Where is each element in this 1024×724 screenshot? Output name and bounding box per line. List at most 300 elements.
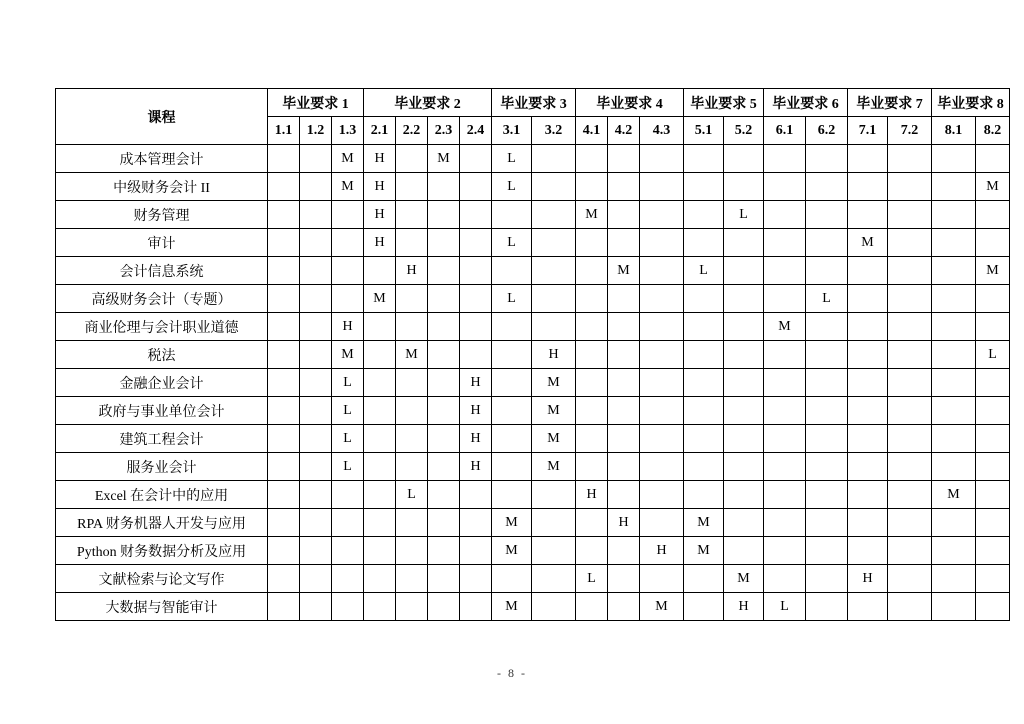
support-level-cell xyxy=(460,257,492,285)
support-level-cell xyxy=(764,509,806,537)
course-name-cell: 审计 xyxy=(56,229,268,257)
support-level-cell xyxy=(976,565,1010,593)
support-level-cell xyxy=(396,369,428,397)
support-level-cell xyxy=(492,453,532,481)
table-row xyxy=(56,201,1010,229)
support-level-cell xyxy=(608,537,640,565)
support-level-cell xyxy=(684,593,724,621)
support-level-cell xyxy=(640,201,684,229)
support-level-cell: L xyxy=(492,285,532,313)
requirement-sub-header: 2.3 xyxy=(428,117,460,145)
support-level-cell xyxy=(848,453,888,481)
support-level-cell: H xyxy=(460,425,492,453)
support-level-cell xyxy=(724,537,764,565)
support-level-cell xyxy=(724,145,764,173)
support-level-cell xyxy=(976,313,1010,341)
support-level-cell: H xyxy=(640,537,684,565)
support-level-cell xyxy=(888,537,932,565)
support-level-cell xyxy=(684,285,724,313)
support-level-cell xyxy=(848,257,888,285)
course-name-cell: 商业伦理与会计职业道德 xyxy=(56,313,268,341)
requirement-group-header: 毕业要求 7 xyxy=(848,89,932,117)
support-level-cell xyxy=(396,201,428,229)
support-level-cell xyxy=(684,565,724,593)
support-level-cell xyxy=(608,593,640,621)
table-row xyxy=(56,565,1010,593)
table-row xyxy=(56,509,1010,537)
course-name-cell: 会计信息系统 xyxy=(56,257,268,285)
support-level-cell xyxy=(608,145,640,173)
support-level-cell: M xyxy=(976,257,1010,285)
support-level-cell xyxy=(724,229,764,257)
support-level-cell xyxy=(724,509,764,537)
support-level-cell xyxy=(640,145,684,173)
support-level-cell xyxy=(976,369,1010,397)
requirement-sub-header: 8.2 xyxy=(976,117,1010,145)
support-level-cell xyxy=(888,201,932,229)
support-level-cell xyxy=(684,425,724,453)
support-level-cell: H xyxy=(332,313,364,341)
support-level-cell xyxy=(532,565,576,593)
support-level-cell: L xyxy=(396,481,428,509)
support-level-cell xyxy=(300,257,332,285)
support-level-cell xyxy=(806,229,848,257)
support-level-cell xyxy=(428,425,460,453)
support-level-cell xyxy=(724,285,764,313)
support-level-cell xyxy=(932,313,976,341)
support-level-cell xyxy=(806,537,848,565)
support-level-cell: H xyxy=(576,481,608,509)
support-level-cell: M xyxy=(492,537,532,565)
support-level-cell xyxy=(848,537,888,565)
support-level-cell xyxy=(364,257,396,285)
support-level-cell xyxy=(888,313,932,341)
support-level-cell xyxy=(396,285,428,313)
course-name-cell: Python 财务数据分析及应用 xyxy=(56,537,268,565)
support-level-cell xyxy=(532,313,576,341)
requirement-group-row xyxy=(56,89,1010,117)
support-level-cell xyxy=(576,509,608,537)
course-name-cell: 建筑工程会计 xyxy=(56,425,268,453)
requirement-sub-header: 5.1 xyxy=(684,117,724,145)
support-level-cell xyxy=(268,201,300,229)
support-level-cell xyxy=(684,369,724,397)
support-level-cell xyxy=(764,425,806,453)
support-level-cell xyxy=(848,425,888,453)
support-level-cell xyxy=(364,565,396,593)
course-requirements-matrix xyxy=(55,88,1010,621)
requirement-sub-header: 3.2 xyxy=(532,117,576,145)
support-level-cell: M xyxy=(848,229,888,257)
support-level-cell xyxy=(576,593,608,621)
support-level-cell: M xyxy=(932,481,976,509)
support-level-cell xyxy=(848,593,888,621)
support-level-cell: H xyxy=(364,201,396,229)
support-level-cell xyxy=(332,481,364,509)
support-level-cell xyxy=(364,537,396,565)
support-level-cell xyxy=(608,565,640,593)
support-level-cell xyxy=(764,453,806,481)
support-level-cell: H xyxy=(532,341,576,369)
support-level-cell xyxy=(684,201,724,229)
support-level-cell: L xyxy=(976,341,1010,369)
support-level-cell xyxy=(396,145,428,173)
support-level-cell: M xyxy=(532,397,576,425)
support-level-cell xyxy=(724,313,764,341)
support-level-cell xyxy=(764,257,806,285)
support-level-cell xyxy=(848,313,888,341)
support-level-cell xyxy=(684,341,724,369)
support-level-cell xyxy=(888,509,932,537)
support-level-cell xyxy=(640,313,684,341)
support-level-cell xyxy=(532,481,576,509)
support-level-cell: M xyxy=(532,369,576,397)
support-level-cell xyxy=(268,369,300,397)
support-level-cell xyxy=(428,341,460,369)
support-level-cell xyxy=(640,453,684,481)
support-level-cell xyxy=(888,593,932,621)
support-level-cell xyxy=(932,397,976,425)
support-level-cell xyxy=(764,369,806,397)
support-level-cell xyxy=(268,173,300,201)
support-level-cell xyxy=(932,537,976,565)
support-level-cell: M xyxy=(332,341,364,369)
requirement-sub-header: 3.1 xyxy=(492,117,532,145)
support-level-cell xyxy=(532,509,576,537)
support-level-cell xyxy=(608,313,640,341)
support-level-cell xyxy=(848,201,888,229)
support-level-cell xyxy=(268,285,300,313)
support-level-cell xyxy=(396,313,428,341)
support-level-cell xyxy=(460,593,492,621)
requirement-group-header: 毕业要求 4 xyxy=(576,89,684,117)
support-level-cell xyxy=(300,425,332,453)
support-level-cell xyxy=(332,537,364,565)
support-level-cell xyxy=(888,425,932,453)
support-level-cell xyxy=(888,145,932,173)
requirement-sub-header: 2.2 xyxy=(396,117,428,145)
support-level-cell xyxy=(576,257,608,285)
support-level-cell xyxy=(684,229,724,257)
support-level-cell xyxy=(576,453,608,481)
support-level-cell xyxy=(428,453,460,481)
support-level-cell: H xyxy=(364,145,396,173)
support-level-cell xyxy=(976,285,1010,313)
support-level-cell xyxy=(848,173,888,201)
support-level-cell xyxy=(976,397,1010,425)
support-level-cell xyxy=(268,257,300,285)
support-level-cell xyxy=(428,397,460,425)
support-level-cell xyxy=(640,509,684,537)
requirement-sub-header: 1.2 xyxy=(300,117,332,145)
support-level-cell xyxy=(364,453,396,481)
support-level-cell: M xyxy=(724,565,764,593)
support-level-cell xyxy=(806,313,848,341)
support-level-cell xyxy=(460,173,492,201)
support-level-cell xyxy=(576,397,608,425)
support-level-cell xyxy=(364,425,396,453)
support-level-cell xyxy=(332,565,364,593)
support-level-cell xyxy=(364,509,396,537)
support-level-cell xyxy=(976,229,1010,257)
support-level-cell xyxy=(268,453,300,481)
support-level-cell xyxy=(764,565,806,593)
support-level-cell xyxy=(300,173,332,201)
support-level-cell xyxy=(576,537,608,565)
support-level-cell xyxy=(932,257,976,285)
support-level-cell xyxy=(268,145,300,173)
support-level-cell xyxy=(532,229,576,257)
support-level-cell: L xyxy=(724,201,764,229)
support-level-cell: M xyxy=(492,593,532,621)
table-row xyxy=(56,481,1010,509)
support-level-cell xyxy=(764,229,806,257)
support-level-cell xyxy=(806,369,848,397)
support-level-cell xyxy=(888,397,932,425)
support-level-cell xyxy=(888,453,932,481)
support-level-cell xyxy=(460,201,492,229)
support-level-cell xyxy=(428,481,460,509)
requirement-group-header: 毕业要求 5 xyxy=(684,89,764,117)
course-name-cell: Excel 在会计中的应用 xyxy=(56,481,268,509)
support-level-cell xyxy=(396,537,428,565)
support-level-cell xyxy=(976,537,1010,565)
support-level-cell xyxy=(428,201,460,229)
support-level-cell xyxy=(724,397,764,425)
support-level-cell xyxy=(532,593,576,621)
support-level-cell xyxy=(300,369,332,397)
support-level-cell xyxy=(428,257,460,285)
course-column-header: 课程 xyxy=(56,89,268,145)
course-name-cell: 高级财务会计（专题） xyxy=(56,285,268,313)
support-level-cell xyxy=(640,285,684,313)
support-level-cell xyxy=(724,257,764,285)
support-level-cell xyxy=(576,145,608,173)
course-name-cell: 税法 xyxy=(56,341,268,369)
support-level-cell xyxy=(932,173,976,201)
support-level-cell xyxy=(932,145,976,173)
course-name-cell: 成本管理会计 xyxy=(56,145,268,173)
support-level-cell xyxy=(848,509,888,537)
support-level-cell xyxy=(364,481,396,509)
support-level-cell xyxy=(364,397,396,425)
support-level-cell xyxy=(888,285,932,313)
support-level-cell xyxy=(300,593,332,621)
support-level-cell: H xyxy=(460,453,492,481)
support-level-cell xyxy=(268,537,300,565)
support-level-cell xyxy=(640,229,684,257)
support-level-cell xyxy=(684,313,724,341)
requirement-sub-header: 2.1 xyxy=(364,117,396,145)
support-level-cell xyxy=(532,285,576,313)
support-level-cell xyxy=(300,537,332,565)
course-name-cell: RPA 财务机器人开发与应用 xyxy=(56,509,268,537)
support-level-cell xyxy=(268,565,300,593)
support-level-cell: L xyxy=(332,397,364,425)
support-level-cell xyxy=(640,565,684,593)
support-level-cell xyxy=(460,509,492,537)
support-level-cell xyxy=(806,453,848,481)
support-level-cell xyxy=(684,453,724,481)
support-level-cell xyxy=(300,341,332,369)
table-row xyxy=(56,425,1010,453)
support-level-cell xyxy=(396,173,428,201)
table-row xyxy=(56,285,1010,313)
requirement-group-header: 毕业要求 2 xyxy=(364,89,492,117)
support-level-cell xyxy=(608,453,640,481)
support-level-cell: M xyxy=(608,257,640,285)
support-level-cell xyxy=(492,565,532,593)
support-level-cell xyxy=(428,509,460,537)
course-name-cell: 文献检索与论文写作 xyxy=(56,565,268,593)
support-level-cell xyxy=(684,145,724,173)
support-level-cell xyxy=(888,565,932,593)
support-level-cell: M xyxy=(684,509,724,537)
support-level-cell xyxy=(932,341,976,369)
support-level-cell: M xyxy=(332,173,364,201)
support-level-cell: L xyxy=(492,173,532,201)
table-row xyxy=(56,229,1010,257)
requirement-sub-header: 2.4 xyxy=(460,117,492,145)
support-level-cell xyxy=(640,173,684,201)
support-level-cell xyxy=(428,565,460,593)
support-level-cell xyxy=(806,593,848,621)
requirement-group-header: 毕业要求 3 xyxy=(492,89,576,117)
support-level-cell xyxy=(532,173,576,201)
requirement-sub-header: 4.2 xyxy=(608,117,640,145)
requirement-group-header: 毕业要求 1 xyxy=(268,89,364,117)
support-level-cell xyxy=(888,173,932,201)
table-row xyxy=(56,313,1010,341)
support-level-cell xyxy=(576,369,608,397)
requirement-group-header: 毕业要求 8 xyxy=(932,89,1010,117)
support-level-cell xyxy=(848,285,888,313)
requirement-sub-header: 4.1 xyxy=(576,117,608,145)
support-level-cell xyxy=(492,369,532,397)
support-level-cell xyxy=(764,397,806,425)
support-level-cell: H xyxy=(396,257,428,285)
support-level-cell xyxy=(492,425,532,453)
support-level-cell xyxy=(300,397,332,425)
support-level-cell: H xyxy=(460,397,492,425)
support-level-cell xyxy=(332,593,364,621)
requirement-sub-header: 1.1 xyxy=(268,117,300,145)
support-level-cell: M xyxy=(364,285,396,313)
support-level-cell xyxy=(300,565,332,593)
requirement-sub-header: 8.1 xyxy=(932,117,976,145)
support-level-cell xyxy=(640,397,684,425)
support-level-cell: L xyxy=(332,425,364,453)
support-level-cell xyxy=(848,397,888,425)
support-level-cell xyxy=(460,145,492,173)
support-level-cell xyxy=(976,145,1010,173)
table-row xyxy=(56,369,1010,397)
support-level-cell xyxy=(888,481,932,509)
support-level-cell: H xyxy=(848,565,888,593)
support-level-cell xyxy=(724,425,764,453)
support-level-cell xyxy=(460,481,492,509)
support-level-cell xyxy=(608,481,640,509)
support-level-cell xyxy=(428,593,460,621)
support-level-cell xyxy=(364,369,396,397)
requirement-sub-header: 6.2 xyxy=(806,117,848,145)
support-level-cell xyxy=(396,593,428,621)
support-level-cell xyxy=(976,425,1010,453)
support-level-cell xyxy=(932,453,976,481)
support-level-cell xyxy=(332,509,364,537)
support-level-cell xyxy=(532,537,576,565)
support-level-cell: H xyxy=(724,593,764,621)
support-level-cell xyxy=(848,145,888,173)
requirement-sub-header: 7.1 xyxy=(848,117,888,145)
support-level-cell xyxy=(460,565,492,593)
support-level-cell: H xyxy=(364,229,396,257)
support-level-cell xyxy=(396,509,428,537)
support-level-cell xyxy=(492,201,532,229)
table-row xyxy=(56,341,1010,369)
support-level-cell xyxy=(396,453,428,481)
table-row xyxy=(56,453,1010,481)
support-level-cell xyxy=(608,173,640,201)
support-level-cell xyxy=(332,257,364,285)
support-level-cell xyxy=(976,201,1010,229)
support-level-cell xyxy=(428,537,460,565)
support-level-cell xyxy=(460,537,492,565)
support-level-cell xyxy=(608,341,640,369)
support-level-cell xyxy=(492,313,532,341)
support-level-cell xyxy=(640,257,684,285)
support-level-cell xyxy=(932,425,976,453)
support-level-cell xyxy=(492,397,532,425)
support-level-cell xyxy=(460,285,492,313)
support-level-cell xyxy=(396,397,428,425)
support-level-cell xyxy=(428,285,460,313)
support-level-cell xyxy=(608,285,640,313)
support-level-cell xyxy=(684,481,724,509)
support-level-cell xyxy=(806,481,848,509)
support-level-cell xyxy=(300,145,332,173)
support-level-cell xyxy=(888,341,932,369)
support-level-cell xyxy=(492,341,532,369)
support-level-cell xyxy=(364,593,396,621)
support-level-cell: H xyxy=(608,509,640,537)
support-level-cell xyxy=(764,145,806,173)
support-level-cell xyxy=(576,425,608,453)
requirement-group-header: 毕业要求 6 xyxy=(764,89,848,117)
support-level-cell xyxy=(300,509,332,537)
support-level-cell xyxy=(806,257,848,285)
support-level-cell: H xyxy=(364,173,396,201)
support-level-cell xyxy=(724,453,764,481)
support-level-cell: M xyxy=(428,145,460,173)
support-level-cell xyxy=(300,201,332,229)
support-level-cell xyxy=(300,229,332,257)
support-level-cell: L xyxy=(492,145,532,173)
support-level-cell xyxy=(492,257,532,285)
support-level-cell xyxy=(640,481,684,509)
support-level-cell xyxy=(724,341,764,369)
support-level-cell xyxy=(806,397,848,425)
support-level-cell: L xyxy=(332,369,364,397)
support-level-cell xyxy=(724,369,764,397)
support-level-cell xyxy=(932,285,976,313)
support-level-cell: M xyxy=(764,313,806,341)
support-level-cell xyxy=(806,341,848,369)
support-level-cell: M xyxy=(684,537,724,565)
support-level-cell xyxy=(764,341,806,369)
support-level-cell xyxy=(576,173,608,201)
support-level-cell xyxy=(806,509,848,537)
